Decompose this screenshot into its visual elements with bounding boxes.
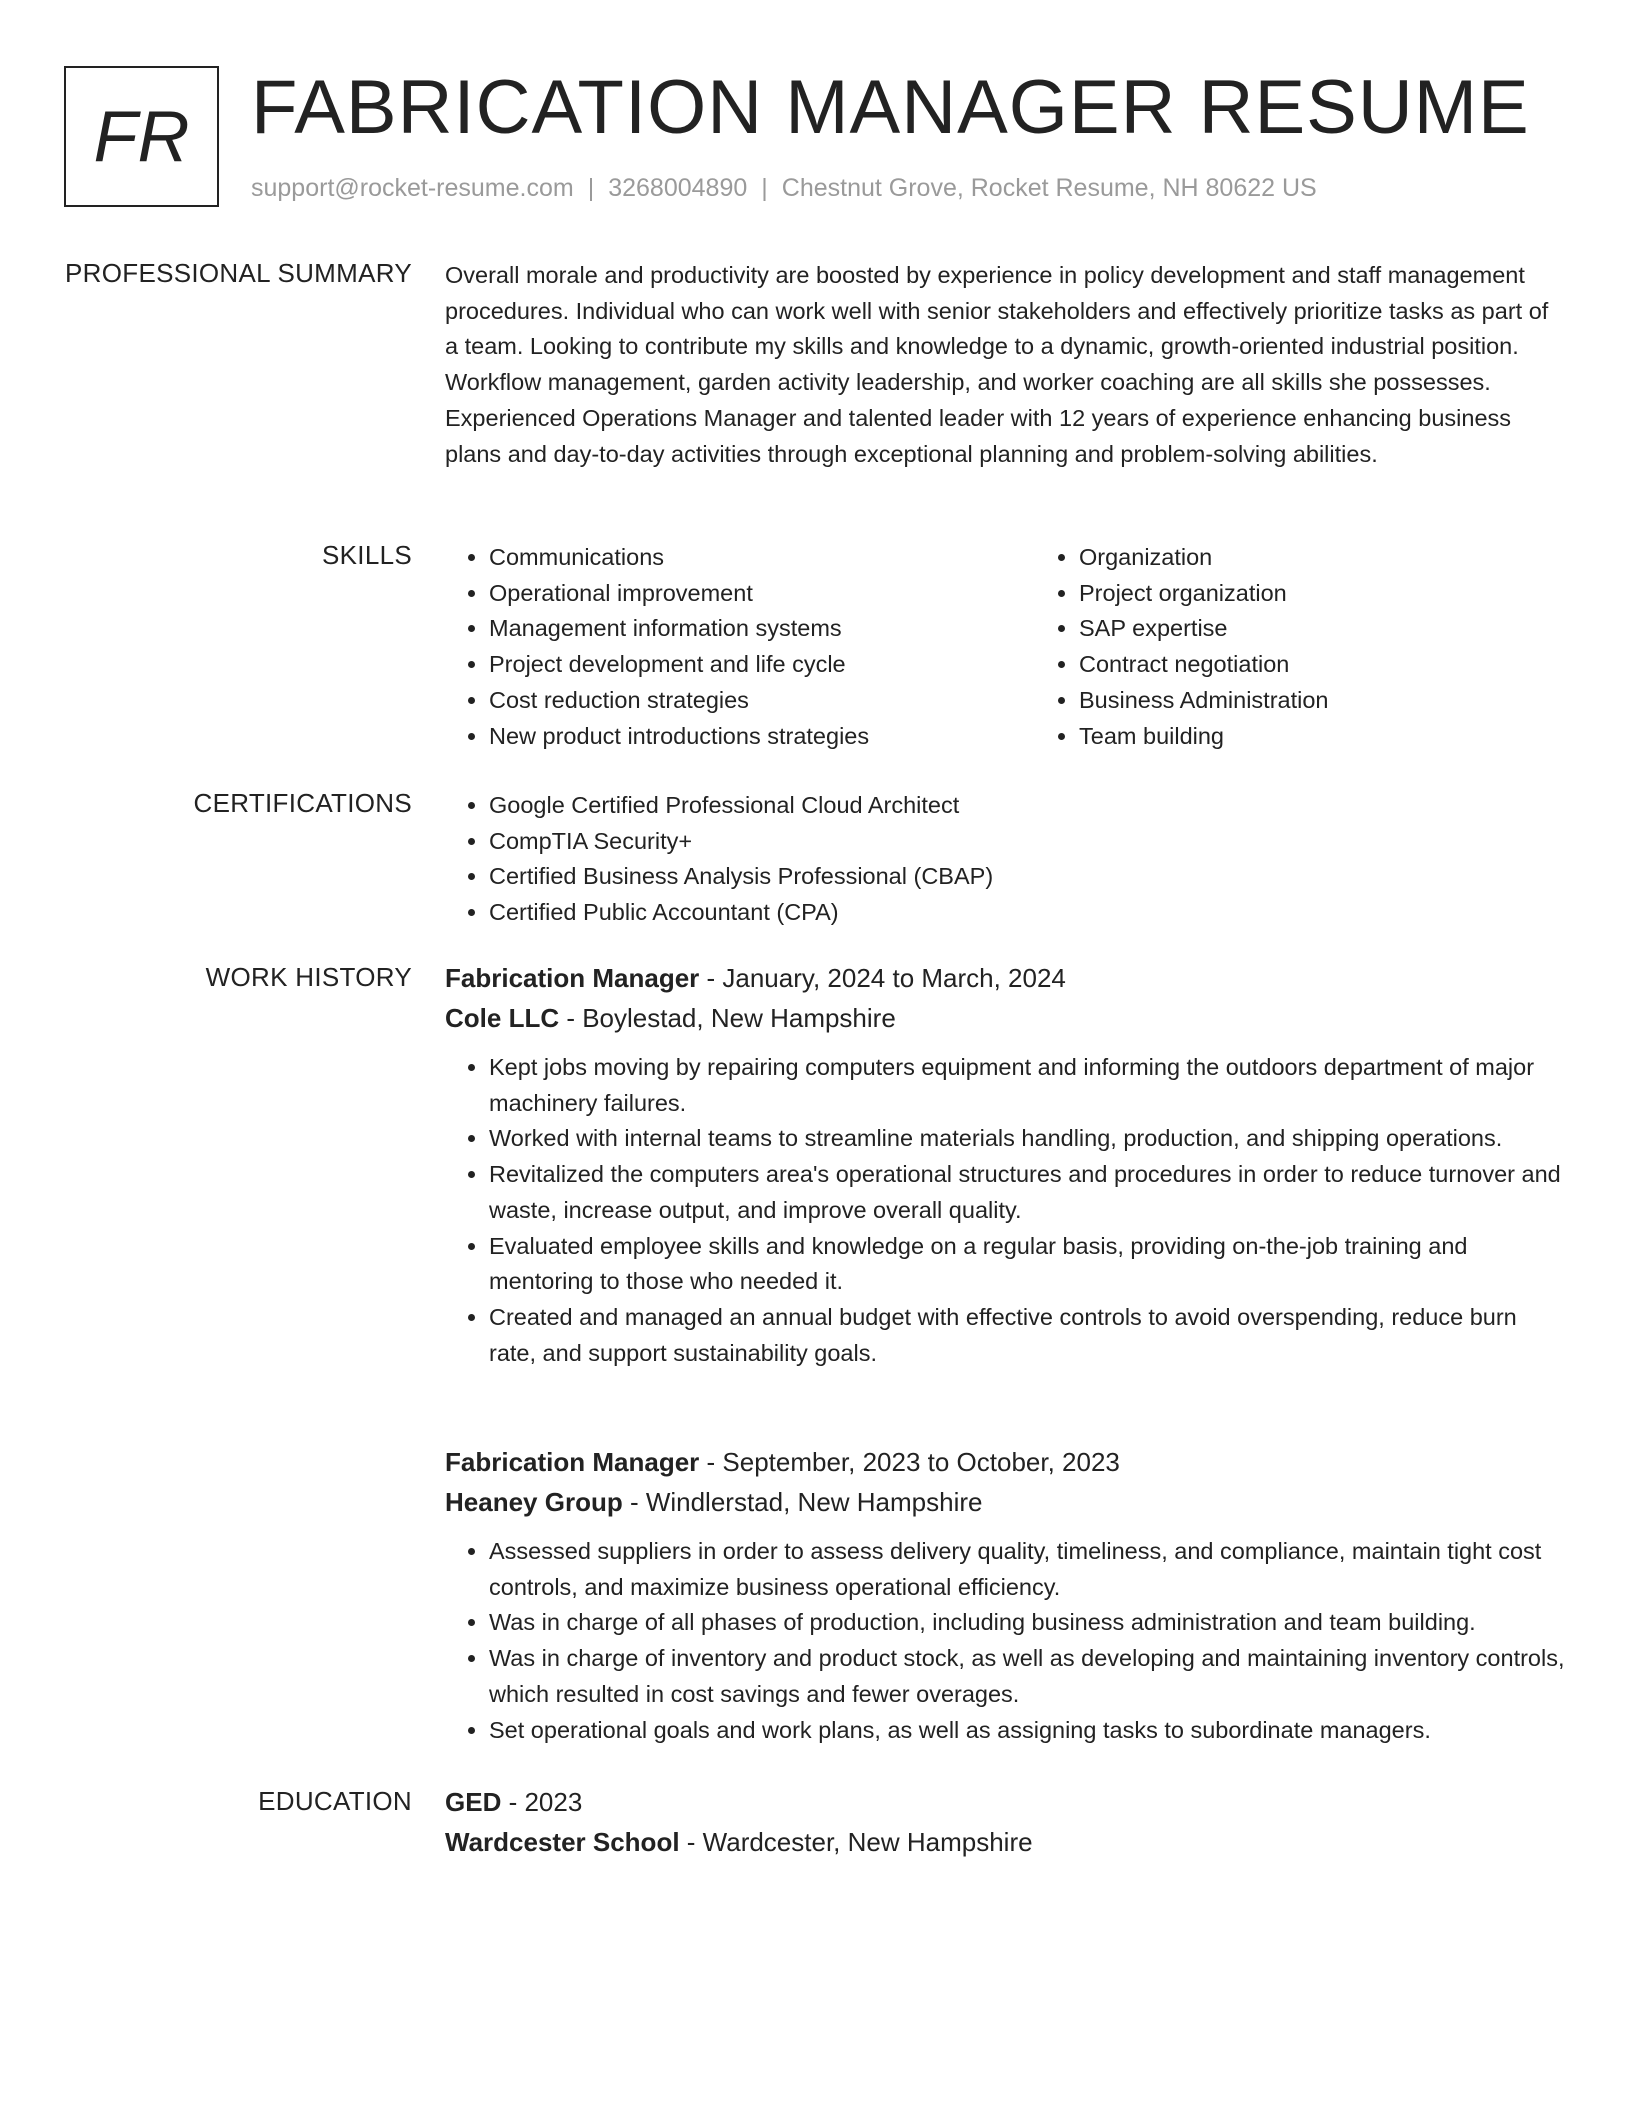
skill-item: • Management information systems: [489, 611, 1035, 647]
contact-phone[interactable]: 3268004890: [608, 174, 748, 202]
skill-item: • Contract negotiation: [1079, 647, 1328, 683]
section-label-education: EDUCATION: [258, 1786, 412, 1816]
resume-header: [64, 66, 1564, 216]
job-location: - Boylestad, New Hampshire: [559, 1003, 896, 1033]
skill-item: • Organization: [1079, 540, 1328, 576]
certification-item: • CompTIA Security+: [489, 824, 1565, 860]
job-company: Cole LLC: [445, 1003, 560, 1033]
skill-item: • New product introductions strategies: [489, 719, 1035, 755]
skill-item: • Business Administration: [1079, 683, 1328, 719]
job-title-line: [445, 1442, 1565, 1482]
skill-item: • Cost reduction strategies: [489, 683, 1035, 719]
section-label-certifications: CERTIFICATIONS: [193, 788, 412, 818]
job-entry: [445, 1442, 1565, 1748]
contact-line: [251, 174, 1317, 203]
job-title-line: [445, 958, 1565, 998]
section-label-skills: SKILLS: [322, 540, 412, 570]
certification-item: • Certified Public Accountant (CPA): [489, 895, 1565, 931]
job-dates: - January, 2024 to March, 2024: [699, 963, 1066, 993]
skill-item: • Project development and life cycle: [489, 647, 1035, 683]
contact-address: Chestnut Grove, Rocket Resume, NH 80622 US: [781, 174, 1317, 202]
certification-item: • Certified Business Analysis Professional (CBAP): [489, 859, 1565, 895]
monogram-logo: FR: [64, 66, 219, 207]
skill-item: • Communications: [489, 540, 1035, 576]
skill-item: • Project organization: [1079, 576, 1328, 612]
section-label-summary: PROFESSIONAL SUMMARY: [65, 258, 412, 288]
job-bullet: • Was in charge of all phases of production, including business administration and team building.: [489, 1605, 1565, 1641]
contact-separator: |: [587, 174, 595, 202]
job-bullet: • Worked with internal teams to streamline materials handling, production, and shipping operations.: [489, 1121, 1565, 1157]
certifications-list: [445, 788, 1565, 931]
skills-list-left: [445, 540, 1035, 754]
section-label-work: WORK HISTORY: [205, 962, 412, 992]
job-title: Fabrication Manager: [445, 963, 700, 993]
certifications-content: [445, 788, 1565, 931]
skills-list-right: [1035, 540, 1328, 754]
education-school-line: [445, 1822, 1565, 1862]
job-bullet: • Evaluated employee skills and knowledge on a regular basis, providing on-the-job training and mentoring to those who needed it.: [489, 1229, 1565, 1300]
job-company-line: [445, 1482, 1565, 1522]
education-location: - Wardcester, New Hampshire: [679, 1827, 1033, 1857]
education-year: - 2023: [501, 1787, 583, 1817]
skill-item: • SAP expertise: [1079, 611, 1328, 647]
job-bullet: • Set operational goals and work plans, as well as assigning tasks to subordinate managers.: [489, 1713, 1565, 1749]
contact-email[interactable]: support@rocket-resume.com: [251, 174, 574, 202]
skills-columns: [445, 540, 1565, 754]
job-bullet: • Created and managed an annual budget with effective controls to avoid overspending, reduce burn rate, and support sustainability goals.: [489, 1300, 1565, 1371]
education-entry: [445, 1782, 1565, 1862]
job-company-line: [445, 998, 1565, 1038]
resume-title: FABRICATION MANAGER RESUME: [251, 65, 1530, 150]
contact-separator: |: [761, 174, 768, 202]
job-company: Heaney Group: [445, 1487, 623, 1517]
skill-item: • Operational improvement: [489, 576, 1035, 612]
job-bullet: • Assessed suppliers in order to assess delivery quality, timeliness, and compliance, maintain tight cost controls, and maximize business operational efficiency.: [489, 1534, 1565, 1605]
skill-item: • Team building: [1079, 719, 1328, 755]
summary-text: Overall morale and productivity are boosted by experience in policy development and staff management procedures. Individual who can work well with senior stakeholders and effectively prioritize tasks as part of a team. Looking to contribute my skills and knowledge to a dynamic, growth-oriented industrial position. Workflow management, garden activity leadership, and worker coaching are all skills she possesses. Experienced Operations Manager and talented leader with 12 years of experience enhancing business plans and day-to-day activities through exceptional planning and problem-solving abilities.: [445, 262, 1549, 467]
job-bullets: [445, 1534, 1565, 1748]
education-degree-line: [445, 1782, 1565, 1822]
job-bullet: • Revitalized the computers area's operational structures and procedures in order to reduce turnover and waste, increase output, and improve overall quality.: [489, 1157, 1565, 1228]
certification-item: • Google Certified Professional Cloud Architect: [489, 788, 1565, 824]
job-bullets: [445, 1050, 1565, 1371]
job-bullet: • Kept jobs moving by repairing computers equipment and informing the outdoors department of major machinery failures.: [489, 1050, 1565, 1121]
education-degree: GED: [445, 1787, 502, 1817]
job-location: - Windlerstad, New Hampshire: [622, 1487, 983, 1517]
job-bullet: • Was in charge of inventory and product stock, as well as developing and maintaining inventory controls, which resulted in cost savings and fewer overages.: [489, 1641, 1565, 1712]
job-title: Fabrication Manager: [445, 1447, 700, 1477]
job-entry: [445, 958, 1565, 1371]
job-dates: - September, 2023 to October, 2023: [699, 1447, 1120, 1477]
education-school: Wardcester School: [445, 1827, 680, 1857]
